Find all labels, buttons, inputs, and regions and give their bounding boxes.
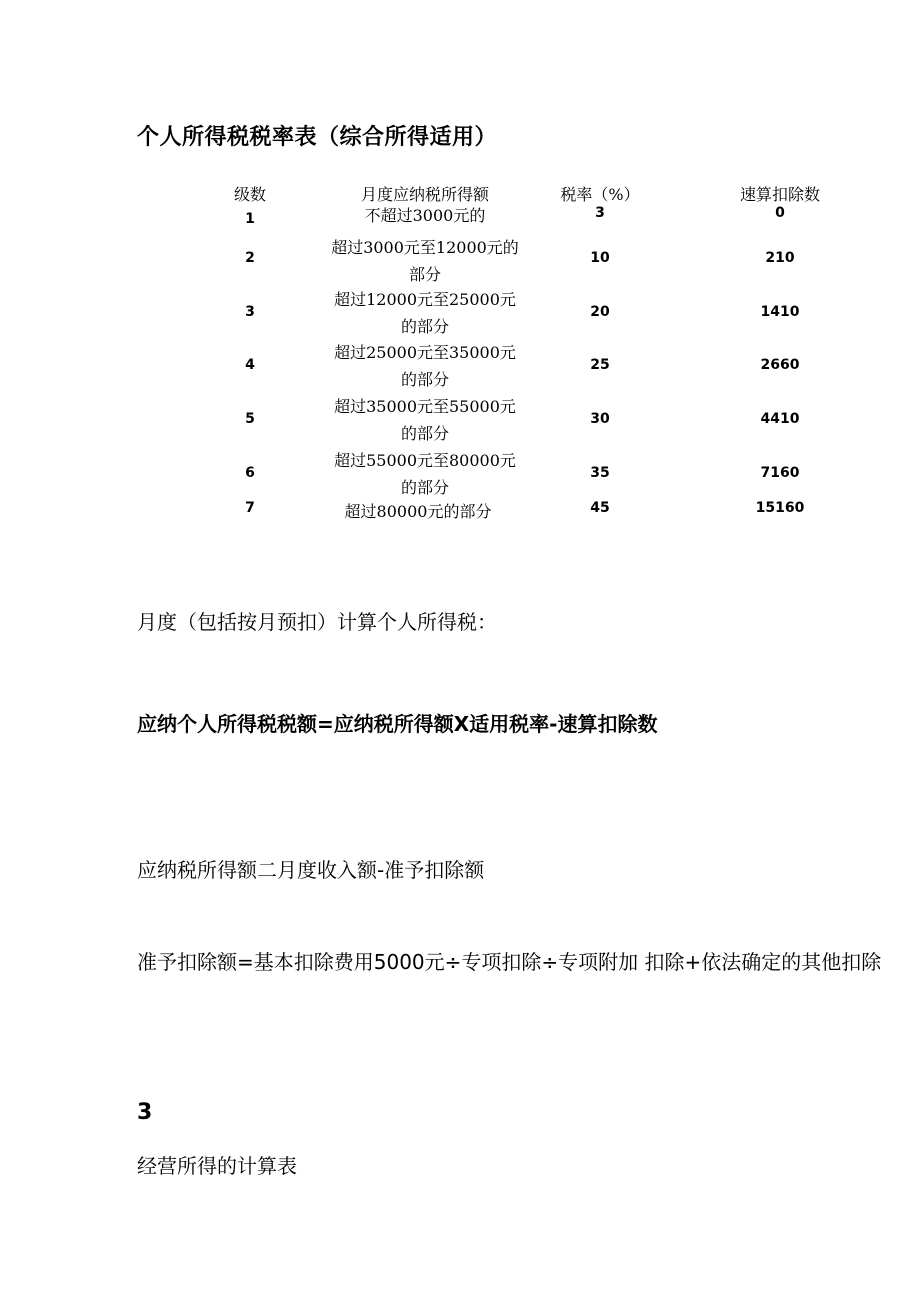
table-row-range: 超过35000元至55000元的部分 xyxy=(334,397,516,443)
table-row-deduction: 4410 xyxy=(760,411,800,427)
table-row-rate: 3 xyxy=(595,205,605,221)
table-row-range: 不超过3000元的 xyxy=(364,206,486,225)
page-title: 个人所得税税率表（综合所得适用） xyxy=(137,125,498,150)
table-row-deduction: 15160 xyxy=(755,500,805,516)
table-row-level: 2 xyxy=(245,250,255,266)
table-row-level: 6 xyxy=(245,465,255,481)
table-row-deduction: 7160 xyxy=(760,465,800,481)
table-row-range: 超过3000元至12000元的部分 xyxy=(331,238,519,284)
table-row-level: 5 xyxy=(245,411,255,427)
table-row-rate: 45 xyxy=(590,500,610,516)
header-taxable-income: 月度应纳税所得额 xyxy=(360,185,489,204)
table-row-deduction: 1410 xyxy=(760,304,800,320)
table-row-rate: 25 xyxy=(590,357,610,373)
table-row-rate: 35 xyxy=(590,465,610,481)
table-row-deduction: 210 xyxy=(765,250,795,266)
table-row-range: 超过25000元至35000元的部分 xyxy=(334,343,516,389)
table-row-rate: 10 xyxy=(590,250,610,266)
table-row-level: 4 xyxy=(245,357,255,373)
table-row-deduction: 0 xyxy=(775,205,785,221)
section-number: 3 xyxy=(137,1100,153,1125)
header-tax-rate: 税率（%） xyxy=(560,185,640,204)
tax-formula: 应纳个人所得税税额=应纳税所得额X适用税率-速算扣除数 xyxy=(137,712,658,736)
table-row-deduction: 2660 xyxy=(760,357,800,373)
table-row-level: 3 xyxy=(245,304,255,320)
table-row-level: 1 xyxy=(245,211,255,227)
header-quick-deduction: 速算扣除数 xyxy=(739,185,820,204)
table-row-rate: 20 xyxy=(590,304,610,320)
deductions-formula: 准予扣除额=基本扣除费用5000元÷专项扣除÷专项附加 扣除+依法确定的其他扣除 xyxy=(137,950,882,974)
table-row-rate: 30 xyxy=(590,411,610,427)
table-row-range: 超过80000元的部分 xyxy=(344,502,492,521)
section-heading: 经营所得的计算表 xyxy=(137,1154,297,1178)
monthly-calculation-heading: 月度（包括按月预扣）计算个人所得税： xyxy=(137,610,497,634)
table-row-range: 超过12000元至25000元的部分 xyxy=(334,290,516,336)
table-row-range: 超过55000元至80000元的部分 xyxy=(334,451,516,497)
header-level: 级数 xyxy=(233,185,266,204)
table-row-level: 7 xyxy=(245,500,255,516)
taxable-income-formula: 应纳税所得额二月度收入额-准予扣除额 xyxy=(137,858,485,882)
